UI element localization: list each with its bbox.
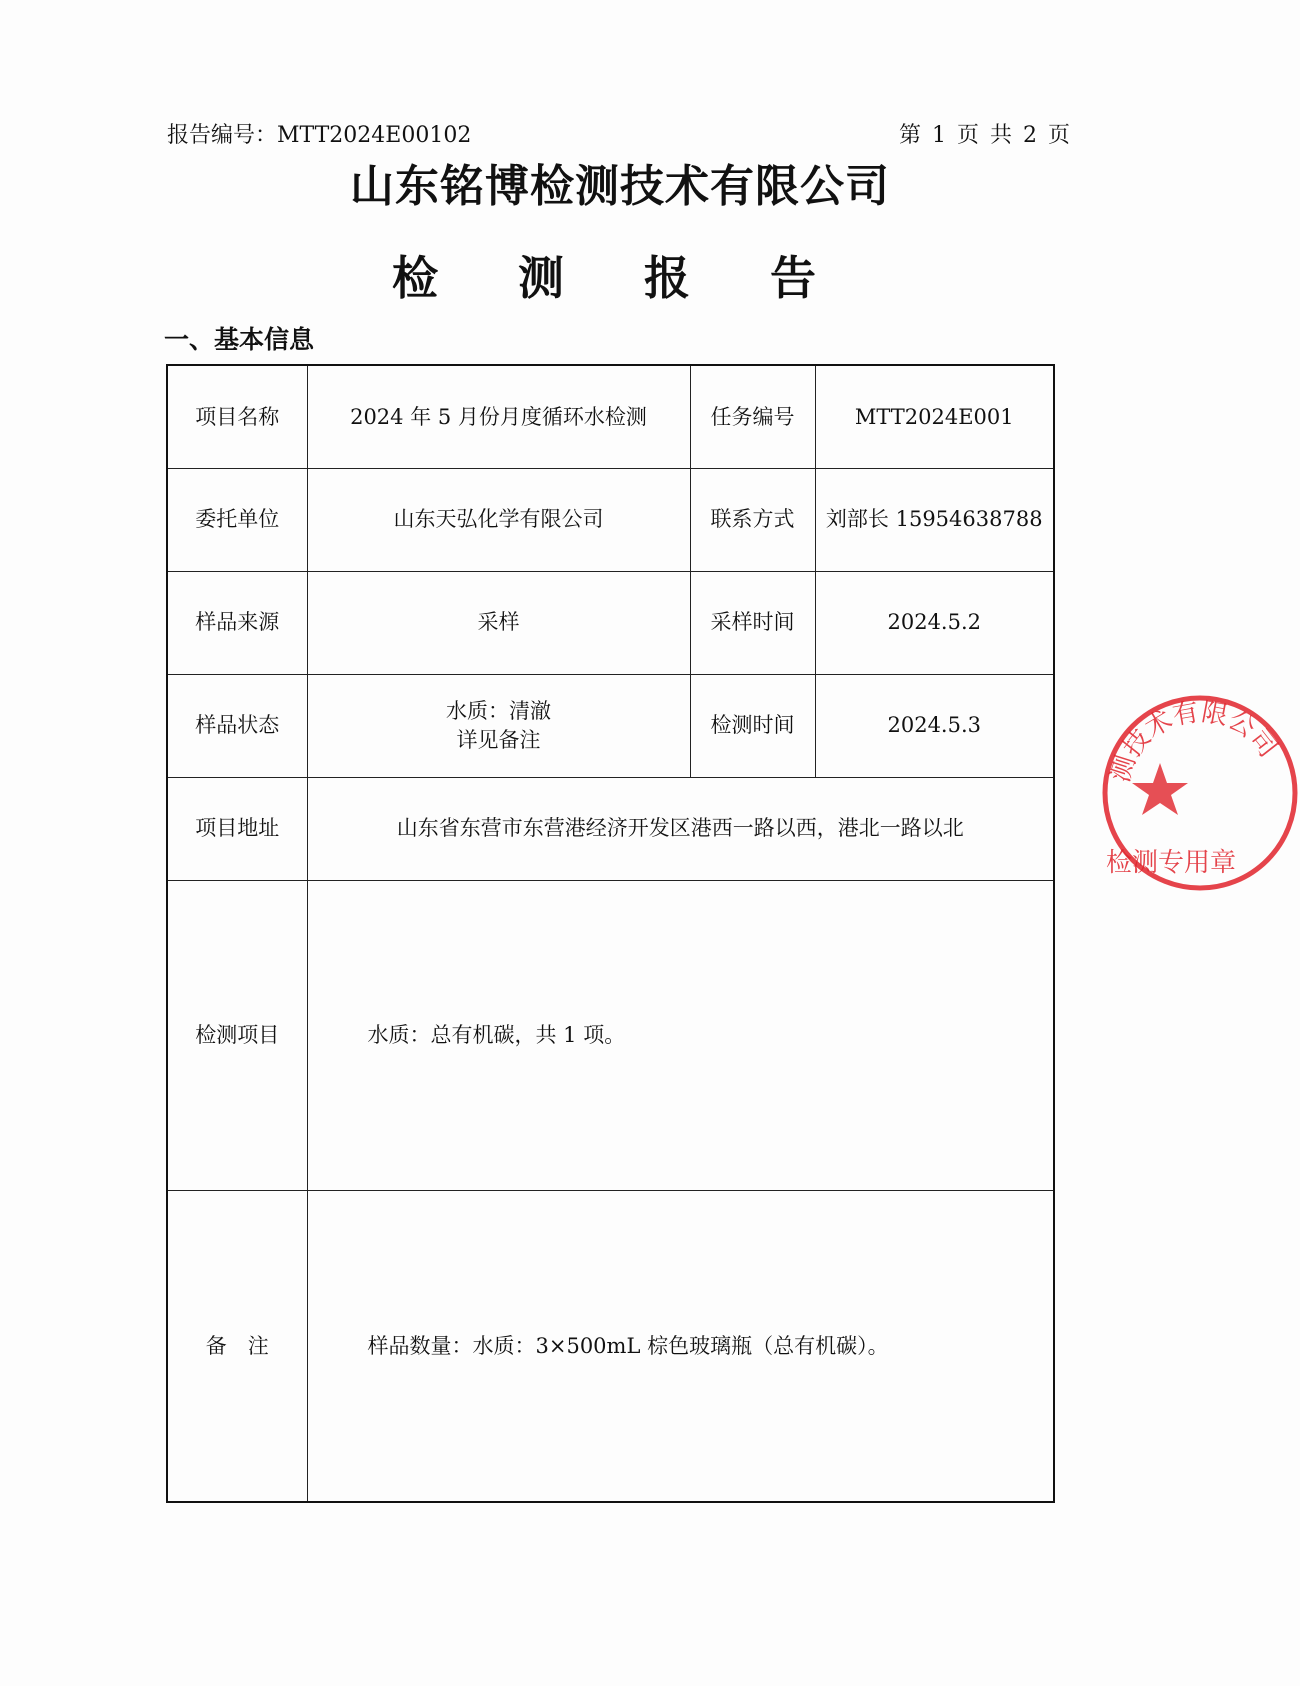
document-title: 检 测 报 告 <box>391 251 849 305</box>
report-number: 报告编号：MTT2024E00102 <box>167 123 472 148</box>
company-seal-stamp <box>1100 693 1300 893</box>
sample-source-value: 采样 <box>307 571 690 674</box>
test-items-label: 检测项目 <box>167 880 307 1190</box>
sample-state-line1: 水质：清澈 <box>446 699 551 724</box>
project-name-label: 项目名称 <box>167 365 307 468</box>
svg-text:测技术有限公司: 测技术有限公司 <box>1105 697 1283 786</box>
sample-state-label: 样品状态 <box>167 674 307 777</box>
section-title: 一、基本信息 <box>164 325 315 354</box>
task-no-label: 任务编号 <box>690 365 815 468</box>
remarks-label: 备 注 <box>167 1190 307 1502</box>
table-row <box>167 571 1054 674</box>
table-row <box>167 777 1054 880</box>
test-time-value: 2024.5.3 <box>815 674 1054 777</box>
contact-value: 刘部长 15954638788 <box>815 468 1054 571</box>
sample-state-value <box>307 674 690 777</box>
sample-source-label: 样品来源 <box>167 571 307 674</box>
address-value: 山东省东营市东营港经济开发区港西一路以西，港北一路以北 <box>307 777 1054 880</box>
test-time-label: 检测时间 <box>690 674 815 777</box>
contact-label: 联系方式 <box>690 468 815 571</box>
task-no-value: MTT2024E001 <box>815 365 1054 468</box>
test-items-value: 水质：总有机碳，共 1 项。 <box>307 880 1054 1190</box>
table-row <box>167 1190 1054 1502</box>
page-indicator: 第 1 页 共 2 页 <box>899 123 1072 148</box>
table-row <box>167 674 1054 777</box>
address-label: 项目地址 <box>167 777 307 880</box>
company-name: 山东铭博检测技术有限公司 <box>350 161 890 212</box>
sampling-time-value: 2024.5.2 <box>815 571 1054 674</box>
svg-text:检测专用章: 检测专用章 <box>1106 848 1237 878</box>
table-row <box>167 880 1054 1190</box>
client-value: 山东天弘化学有限公司 <box>307 468 690 571</box>
client-label: 委托单位 <box>167 468 307 571</box>
sample-state-line2: 详见备注 <box>456 727 541 752</box>
table-row <box>167 365 1054 468</box>
table-row <box>167 468 1054 571</box>
remarks-value: 样品数量：水质：3×500mL 棕色玻璃瓶（总有机碳）。 <box>307 1190 1054 1502</box>
sampling-time-label: 采样时间 <box>690 571 815 674</box>
project-name-value: 2024 年 5 月份月度循环水检测 <box>307 365 690 468</box>
basic-info-table <box>166 364 1055 1503</box>
